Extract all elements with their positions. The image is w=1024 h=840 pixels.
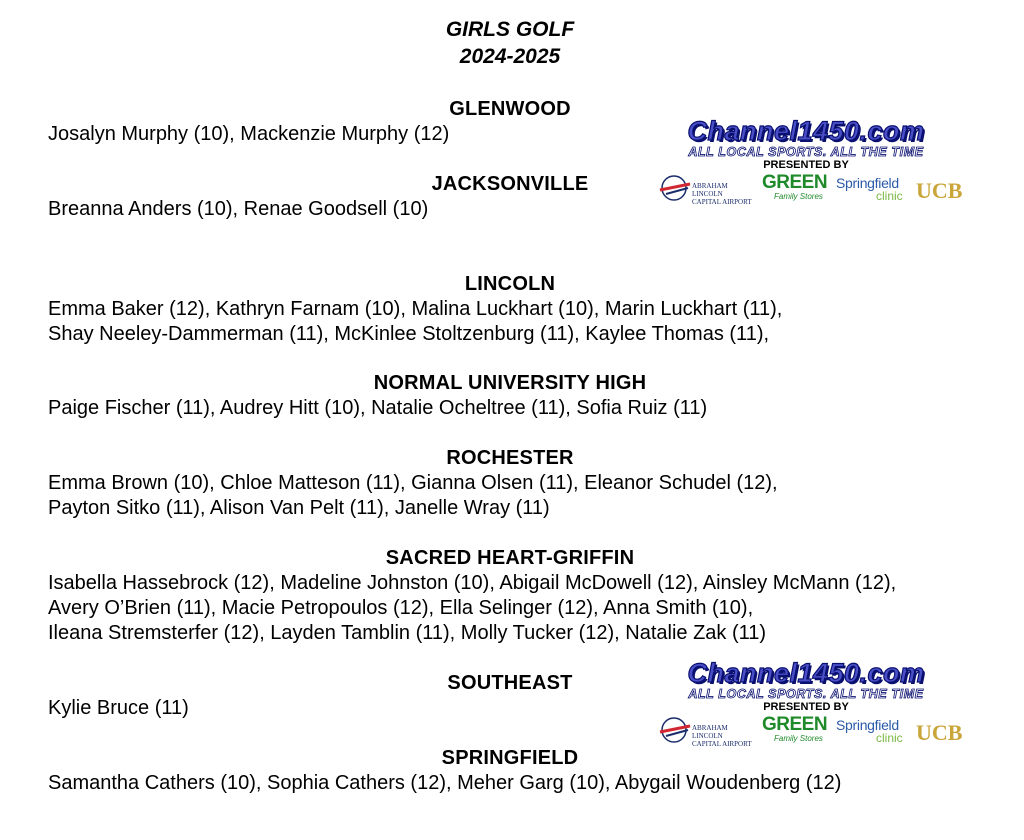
airport-icon bbox=[658, 173, 692, 203]
svg-text:UCB: UCB bbox=[916, 178, 963, 203]
green-name: GREEN bbox=[762, 714, 828, 735]
players-springfield: Samantha Cathers (10), Sophia Cathers (12), Meher Garg (10), Abygail Woudenberg (12) bbox=[48, 772, 842, 794]
springfield-clinic-logo bbox=[836, 717, 910, 749]
players-rochester: Emma Brown (10), Chloe Matteson (11), Gianna Olsen (11), Eleanor Schudel (12), Payton Sitko (11), Alison Van Pelt (11), Janelle Wray (11) bbox=[48, 472, 778, 519]
ucb-logo bbox=[914, 173, 963, 207]
sponsor-logo-top bbox=[658, 116, 963, 213]
school-name-lincoln: LINCOLN bbox=[464, 273, 556, 295]
ucb-icon bbox=[914, 715, 963, 747]
brand-wordmark: Channel1450.com bbox=[687, 658, 925, 688]
brand-wordmark: Channel1450.com bbox=[687, 116, 925, 146]
players-sacred-heart-griffin: Isabella Hassebrock (12), Madeline Johnston (10), Abigail McDowell (12), Ainsley McMann (12), Avery O’Brien (11), Macie Petropoulos (12), Ella Selinger (12), Anna Smith (10), Ileana Stremsterfer (12), Layden Tamblin (11), Molly Tucker (12), Natalie Zak (11) bbox=[48, 572, 897, 644]
airport-name-line1: ABRAHAM LINCOLN bbox=[692, 724, 728, 740]
page-title: GIRLS GOLF bbox=[445, 18, 575, 41]
school-name-springfield: SPRINGFIELD bbox=[441, 747, 579, 769]
springfield-clinic-logo bbox=[836, 175, 910, 207]
players-normal-university-high: Paige Fischer (11), Audrey Hitt (10), Natalie Ocheltree (11), Sofia Ruiz (11) bbox=[48, 397, 708, 419]
springfield-sub: clinic bbox=[876, 731, 903, 745]
green-sub: Family Stores bbox=[774, 734, 823, 743]
brand-tagline: ALL LOCAL SPORTS. ALL THE TIME bbox=[688, 145, 924, 159]
presented-by-label: PRESENTED BY bbox=[763, 701, 849, 713]
school-name-southeast: SOUTHEAST bbox=[447, 672, 573, 694]
springfield-name: Springfield bbox=[836, 175, 899, 191]
season-label: 2024-2025 bbox=[459, 45, 561, 68]
airport-name-line2: CAPITAL AIRPORT bbox=[692, 198, 752, 206]
presented-by-label: PRESENTED BY bbox=[763, 159, 849, 171]
players-lincoln: Emma Baker (12), Kathryn Farnam (10), Malina Luckhart (10), Marin Luckhart (11), Shay Neeley-Dammerman (11), McKinlee Stoltzenburg (11), Kaylee Thomas (11), bbox=[48, 298, 783, 345]
players-southeast: Kylie Bruce (11) bbox=[48, 697, 189, 719]
airport-icon bbox=[658, 715, 692, 745]
school-name-sacred-heart-griffin: SACRED HEART-GRIFFIN bbox=[385, 547, 635, 569]
brand-tagline: ALL LOCAL SPORTS. ALL THE TIME bbox=[688, 687, 924, 701]
sponsor-row bbox=[658, 714, 963, 751]
school-name-jacksonville: JACKSONVILLE bbox=[431, 173, 589, 195]
ucb-logo bbox=[914, 715, 963, 749]
players-glenwood: Josalyn Murphy (10), Mackenzie Murphy (12) bbox=[48, 123, 450, 145]
svg-text:UCB: UCB bbox=[916, 720, 963, 745]
airport-name-line1: ABRAHAM LINCOLN bbox=[692, 182, 728, 198]
ucb-icon bbox=[914, 173, 963, 205]
springfield-name: Springfield bbox=[836, 717, 899, 733]
players-jacksonville: Breanna Anders (10), Renae Goodsell (10) bbox=[48, 198, 429, 220]
sponsor-row bbox=[658, 172, 963, 209]
school-name-rochester: ROCHESTER bbox=[446, 447, 574, 469]
green-name: GREEN bbox=[762, 172, 828, 193]
green-family-stores-logo bbox=[762, 715, 832, 749]
green-family-stores-logo bbox=[762, 173, 832, 207]
school-name-glenwood: GLENWOOD bbox=[449, 98, 571, 120]
airport-name-line2: CAPITAL AIRPORT bbox=[692, 740, 752, 748]
airport-logo bbox=[658, 173, 758, 207]
airport-logo bbox=[658, 715, 758, 749]
sponsor-logo-bottom bbox=[658, 658, 963, 755]
springfield-sub: clinic bbox=[876, 189, 903, 203]
green-sub: Family Stores bbox=[774, 192, 823, 201]
school-name-normal-university-high: NORMAL UNIVERSITY HIGH bbox=[373, 372, 647, 394]
